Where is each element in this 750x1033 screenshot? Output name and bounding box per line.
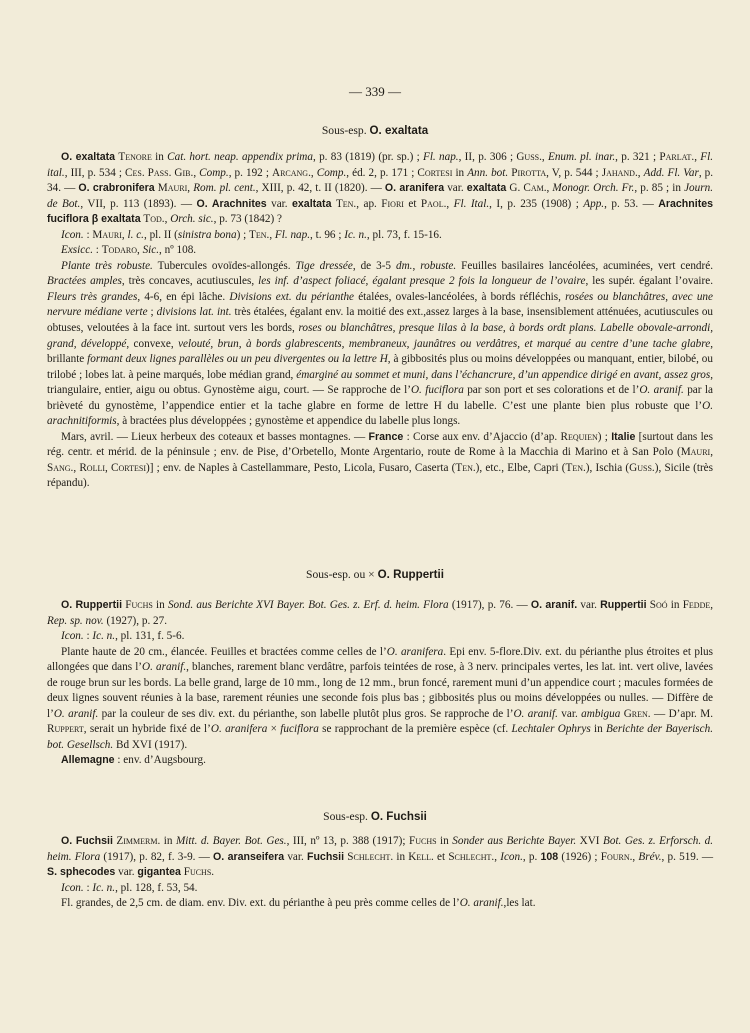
- exsicc-paragraph: Exsicc. : Todaro, Sic., nº 108.: [61, 244, 197, 257]
- section-title-exaltata: [0, 124, 750, 138]
- description-paragraph: Fl. grandes, de 2,5 cm. de diam. env. Div. ext. du périanthe à peu près comme celles de l’O. aranif.,les lat.: [61, 897, 536, 910]
- synonymy-paragraph: O. Fuchsii Zimmerm. in Mitt. d. Bayer. Bot. Ges., III, nº 13, p. 388 (1917); Fuchs in Sonder aus Berichte Bayer. XVI Bot. Ges. z. Erforsch. d. heim. Flora (1917), p. 82, f. 3-9. — O. aranseifera var. Fuchsii Schlecht. in Kell. et Schlecht., Icon., p. 108 (1926) ; Fourn., Brév., p. 519. — S. sphecodes var. gigantea Fuchs.: [47, 835, 714, 879]
- page-number: — 339 —: [349, 84, 401, 99]
- title-prefix: Sous-esp. ou ×: [306, 568, 378, 581]
- title-name: O. Fuchsii: [370, 810, 427, 823]
- distribution-paragraph: Mars, avril. — Lieux herbeux des coteaux et basses montagnes. — France : Corse aux env. d’Ajaccio (d’ap. Requien) ; Italie [surtout dans les rég. centr. et mérid. de la péninsule ; env. de Pise, d’Orbetello, Monte Argentario, route de Rome à la Macchia di Marino et à San Polo (Mauri, Sang., Rolli, Cortesi)] ; env. de Naples à Castellammare, Pesto, Licola, Fusaro, Caserta (Ten.), etc., Elbe, Capri (Ten.), Ischia (Guss.), Sicile (très répandu).: [47, 430, 714, 490]
- section-body-exaltata: [47, 150, 713, 492]
- description-paragraph: Plante très robuste. Tubercules ovoïdes-allongés. Tige dressée, de 3-5 dm., robuste. Feuilles basilaires lancéolées, acuminées, vert cendré. Bractées amples, très concaves, acutiuscules, les inf. d’aspect foliacé, égalant presque 2 fois la longueur de l’ovaire, les supér. égalant l’ovaire. Fleurs très grandes, 4-6, en épi lâche. Divisions ext. du périanthe étalées, ovales-lancéolées, à bords réfléchis, rosées ou blanchâtres, avec une nervure médiane verte ; divisions lat. int. très étalées, égalant env. la moitié des ext.,assez larges à la base, insensiblement atténuées, acutiuscules ou obtuses, veloutées à la face int. surtout vers les bords, roses ou blanchâtres, presque lilas à la base, à bords ordt plans. Labelle obovale-arrondi, grand, développé, convexe, velouté, brun, à bords glabrescents, membraneux, jaunâtres ou verdâtres, et marqué au centre d’une tache glabre, brillante formant deux lignes parallèles ou un peu divergentes ou la lettre H, à gibbosités plus ou moins développées ou manquant, entier, bilobé, ou trilobé ; lobes lat. à peine marqués, lobe médian grand, émarginé au sommet et muni, dans l’échancrure, d’un appendice dirigé en avant, assez gros, triangulaire, entier, aigu ou obtus. Gynostème aigu, court. — Se rapproche de l’O. fuciflora par son port et ses colorations et de l’O. aranif. par la brièveté du gynostème, l’appendice entier et la tache glabre en forme de lettre H du labelle. C’est une plante bien plus robuste que l’O. arachnitiformis, à bractées plus développées ; gynostème et appendice du labelle plus longs.: [47, 259, 714, 428]
- title-name: O. exaltata: [369, 124, 429, 137]
- synonymy-paragraph: O. exaltata Tenore in Cat. hort. neap. appendix prima, p. 83 (1819) (pr. sp.) ; Fl. nap., II, p. 306 ; Guss., Enum. pl. inar., p. 321 ; Parlat., Fl. ital., III, p. 534 ; Ces. Pass. Gib., Comp., p. 192 ; Arcang., Comp., éd. 2, p. 171 ; Cortesi in Ann. bot. Pirotta, V, p. 544 ; Jahand., Add. Fl. Var, p. 34. — O. crabronifera Mauri, Rom. pl. cent., XIII, p. 42, t. II (1820). — O. aranifera var. exaltata G. Cam., Monogr. Orch. Fr., p. 85 ; in Journ. de Bot., VII, p. 113 (1893). — O. Arachnites var. exaltata Ten., ap. Fiori et Paol., Fl. Ital., I, p. 235 (1908) ; App., p. 53. — Arachnites fuciflora β exaltata Tod., Orch. sic., p. 73 (1842) ?: [47, 151, 714, 226]
- icon-paragraph: Icon. : Mauri, l. c., pl. II (sinistra bona) ; Ten., Fl. nap., t. 96 ; Ic. n., pl. 73, f. 15-16.: [61, 228, 442, 241]
- section-title-fuchsii: [0, 810, 750, 824]
- distribution-paragraph: Allemagne : env. d’Augsbourg.: [61, 754, 206, 767]
- section-body-fuchsii: [47, 834, 713, 912]
- icon-paragraph: Icon. : Ic. n., pl. 128, f. 53, 54.: [61, 881, 198, 894]
- title-name: O. Ruppertii: [377, 568, 444, 581]
- title-prefix: Sous-esp.: [323, 810, 371, 823]
- synonymy-paragraph: O. Ruppertii Fuchs in Sond. aus Berichte XVI Bayer. Bot. Ges. z. Erf. d. heim. Flora (1917), p. 76. — O. aranif. var. Ruppertii Soó in Fedde, Rep. sp. nov. (1927), p. 27.: [47, 599, 714, 627]
- icon-paragraph: Icon. : Ic. n., pl. 131, f. 5-6.: [61, 630, 185, 643]
- title-prefix: Sous-esp.: [321, 124, 370, 137]
- section-body-ruppertii: [47, 598, 713, 769]
- section-title-ruppertii: [0, 568, 750, 582]
- description-paragraph: Plante haute de 20 cm., élancée. Feuilles et bractées comme celles de l’O. aranifera. Epi env. 5-flore.Div. ext. du périanthe plus étroites et plus allongées que dans l’O. aranif., blanches, rarement blanc verdâtre, parfois teintées de rose, à 3 nerv. principales vertes, les lat. int. vert olive, lavées de rouge brun sur les bords. La belle grand, large de 10 mm., long de 12 mm., brun foncé, rarement muni d’un appendice court ; macules formées de deux lignes souvent réunies à la base, rarement réunies une seconde fois plus bas ; gibbosités plus ou moins développées ou nulles. — Diffère de l’O. aranif. par la couleur de ses div. ext. du périanthe, son labelle plutôt plus gros. Se rapproche de l’O. aranif. var. ambigua Gren. — D’apr. M. Ruppert, serait un hybride fixé de l’O. aranifera × fuciflora se rapprochant de la première espèce (cf. Lechtaler Ophrys in Berichte der Bayerisch. bot. Gesellsch. Bd XVI (1917).: [47, 645, 714, 751]
